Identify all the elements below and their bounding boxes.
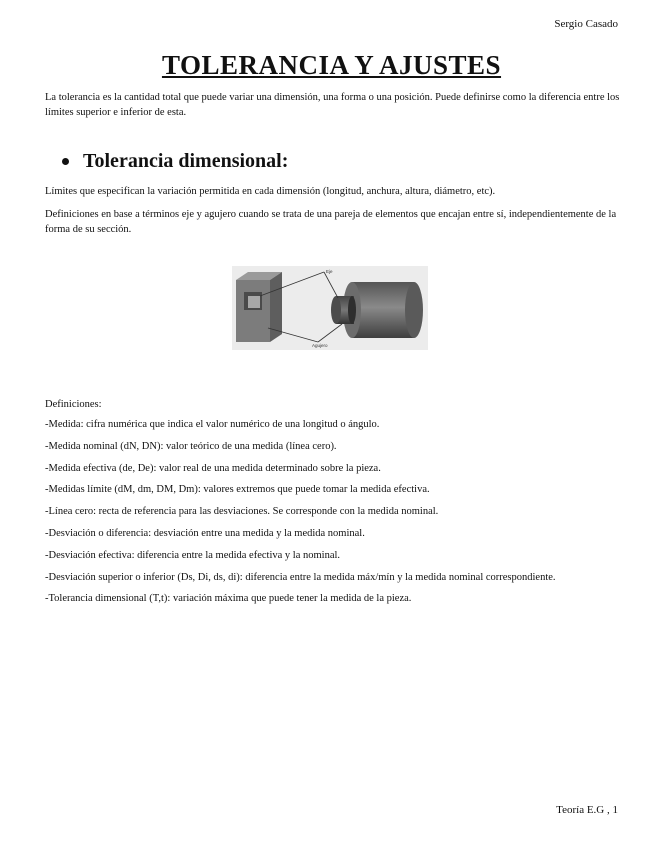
definitions-intro-paragraph: Definiciones en base a términos eje y agujero cuando se trata de una pareja de elementos que encajan entre sí, independientemente de la forma de su sección. bbox=[45, 209, 617, 235]
figure-label-top: Eje bbox=[326, 269, 333, 274]
shaft-hole-figure bbox=[232, 266, 428, 350]
figure-label-bottom: Agujero bbox=[312, 343, 328, 348]
footer-page-number: Teoría E.G , 1 bbox=[556, 804, 618, 816]
header-author: Sergio Casado bbox=[554, 18, 618, 30]
list-item: -Desviación superior o inferior (Ds, Di, ds, di): diferencia entre la medida máx/mín y la medida nominal correspondiente. bbox=[45, 571, 556, 583]
list-item: -Desviación efectiva: diferencia entre la medida efectiva y la nominal. bbox=[45, 549, 341, 561]
intro-paragraph: La tolerancia es la cantidad total que puede variar una dimensión, una forma o una posición. Puede definirse como la diferencia entre los límites superior e inferior de esta. bbox=[45, 92, 620, 118]
list-item: -Medidas límite (dM, dm, DM, Dm): valores extremos que puede tomar la medida efectiva. bbox=[45, 484, 430, 496]
list-item: -Desviación o diferencia: desviación entre una medida y la medida nominal. bbox=[45, 527, 365, 539]
page-title: TOLERANCIA Y AJUSTES bbox=[161, 50, 502, 80]
section-heading-text: Tolerancia dimensional: bbox=[83, 150, 289, 172]
section-heading bbox=[62, 150, 288, 173]
definitions-title: Definiciones: bbox=[45, 399, 102, 410]
bullet-icon bbox=[62, 158, 69, 165]
list-item: -Medida: cifra numérica que indica el valor numérico de una longitud o ángulo. bbox=[45, 419, 380, 430]
list-item: -Tolerancia dimensional (T,t): variación máxima que puede tener la medida de la pieza. bbox=[45, 593, 412, 605]
limits-paragraph: Límites que especifican la variación permitida en cada dimensión (longitud, anchura, altura, diámetro, etc). bbox=[45, 186, 496, 197]
list-item: -Medida efectiva (de, De): valor real de una medida determinado sobre la pieza. bbox=[45, 462, 381, 474]
list-item: -Medida nominal (dN, DN): valor teórico de una medida (línea cero). bbox=[45, 440, 337, 452]
shaft-hole-illustration bbox=[232, 266, 428, 350]
list-item: -Línea cero: recta de referencia para las desviaciones. Se corresponde con la medida nominal. bbox=[45, 506, 439, 518]
definitions-list bbox=[45, 418, 645, 614]
